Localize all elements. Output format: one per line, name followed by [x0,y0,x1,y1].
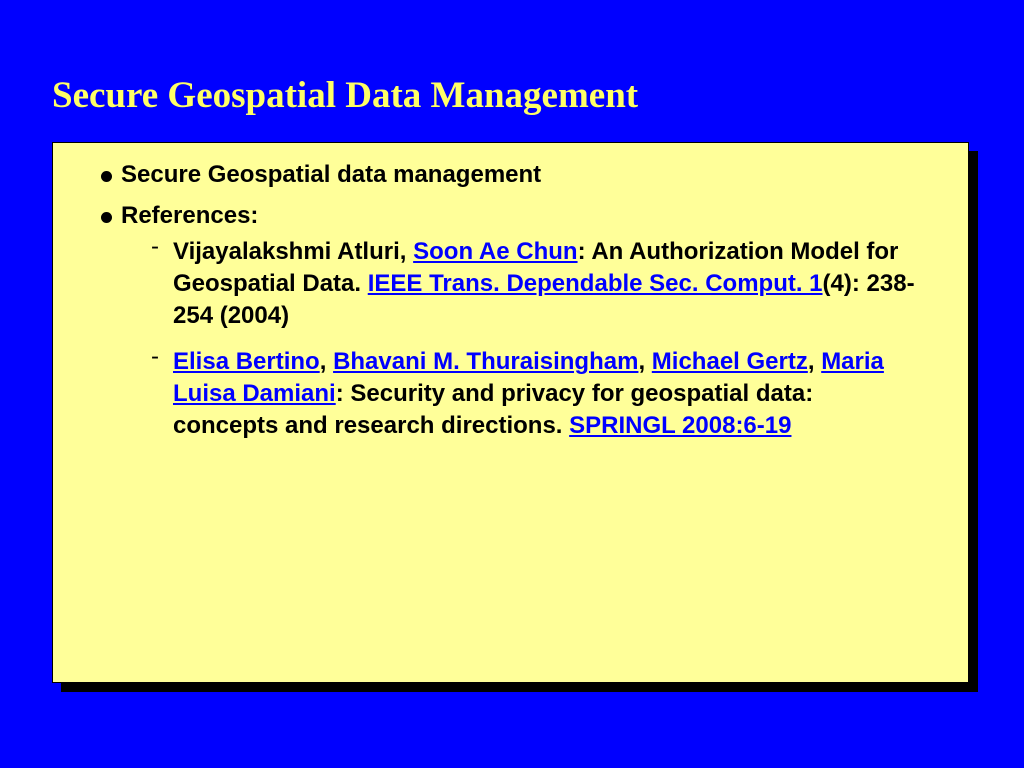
reference-title: : An Authorization Model for Geospatial Data. [173,238,899,297]
bullet-item [101,159,921,191]
bullet-dot-icon [101,171,112,182]
separator: , [399,238,414,265]
bullet-item [101,200,921,442]
bullet-list [101,159,921,456]
separator: , [807,348,822,375]
reference-tail: (4): 238-254 (2004) [173,270,915,329]
reference-item [121,233,921,332]
references-list [121,233,921,442]
separator: , [319,348,334,375]
slide-title: Secure Geospatial Data Management [52,75,639,116]
venue-link[interactable]: SPRINGL 2008:6-19 [569,412,792,439]
author-link[interactable]: Elisa Bertino [173,348,320,375]
author-link[interactable]: Maria Luisa Damiani [173,348,884,407]
author-link[interactable]: Soon Ae Chun [413,238,578,265]
reference-title: : Security and privacy for geospatial data: concepts and research directions. [173,380,814,439]
bullet-text: References: [121,202,259,229]
separator: , [638,348,652,375]
dash-icon: - [151,233,159,260]
reference-author: Vijayalakshmi Atluri [173,238,400,265]
content-box [52,142,969,683]
venue-link[interactable]: IEEE Trans. Dependable Sec. Comput. 1 [367,270,823,297]
bullet-text: Secure Geospatial data management [121,161,542,188]
reference-item [121,343,921,442]
dash-icon: - [151,343,159,370]
bullet-dot-icon [101,212,112,223]
author-link[interactable]: Michael Gertz [651,348,808,375]
author-link[interactable]: Bhavani M. Thuraisingham [333,348,639,375]
